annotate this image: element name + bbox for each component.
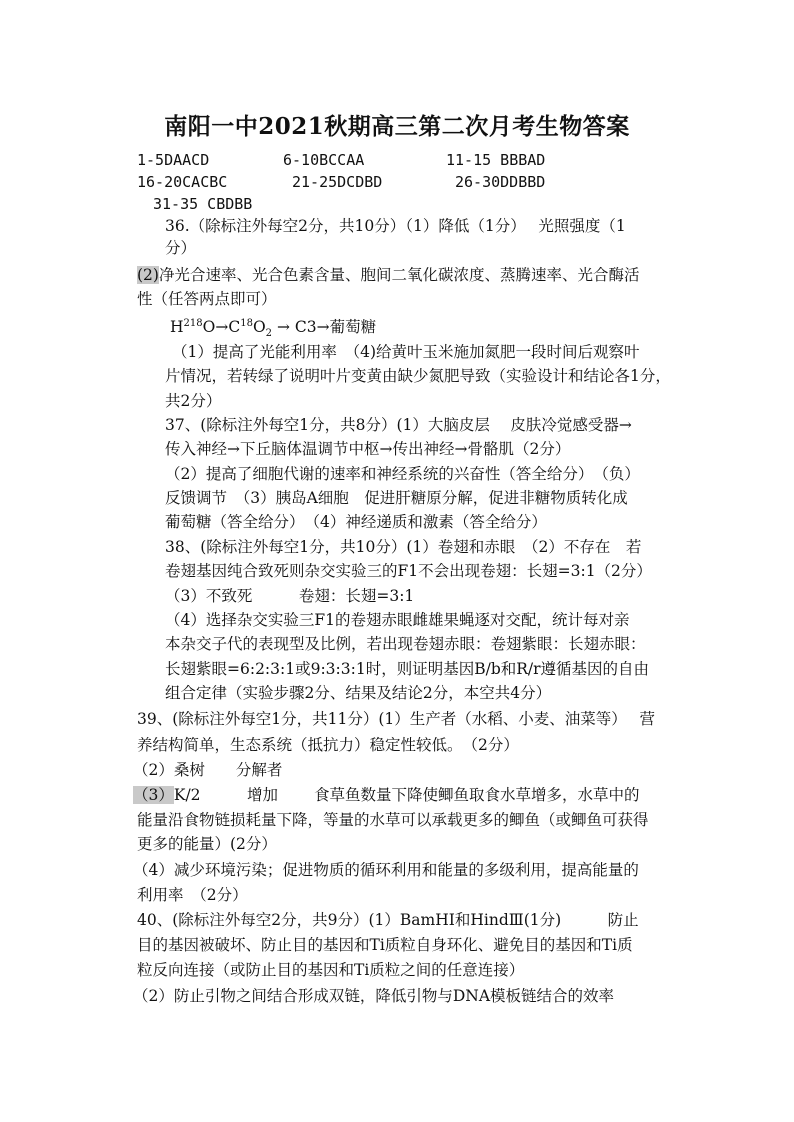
q38-line: 组合定律（实验步骤2分、结果及结论2分，本空共4分） — [165, 684, 552, 702]
q37-line: 反馈调节 （3）胰岛A细胞 促进肝糖原分解，促进非糖物质转化成 — [165, 489, 628, 507]
highlighted-marker: （3） — [133, 786, 174, 804]
q40-line: 粒反向连接（或防止目的基因和Ti质粒之间的任意连接） — [137, 961, 525, 979]
q40-line: （2）防止引物之间结合形成双链，降低引物与DNA模板链结合的效率 — [133, 987, 615, 1005]
q36-line: 共2分） — [165, 392, 222, 410]
q38-line: 卷翅基因纯合致死则杂交实验三的F1不会出现卷翅：长翅=3:1（2分） — [165, 562, 652, 580]
choice-answer-26-30: 26-30DDBBD — [455, 173, 546, 191]
q39-line: 能量沿食物链损耗量下降，等量的水草可以承载更多的鲫鱼（或鲫鱼可获得 — [137, 811, 649, 829]
q39-line — [133, 785, 639, 805]
choice-answer-31-35: 31-35 CBDBB — [153, 195, 253, 213]
q36-text: 净光合速率、光合色素含量、胞间二氧化碳浓度、蒸腾速率、光合酶活 — [158, 266, 640, 284]
q38-line: （4）选择杂交实验三F1的卷翅赤眼雌雄果蝇逐对交配，统计每对亲 — [165, 611, 630, 629]
q36-line: 36.（除标注外每空2分，共10分）（1）降低（1分） 光照强度（1 — [165, 217, 626, 235]
choice-answer-21-25: 21-25DCDBD — [292, 173, 383, 191]
q36-line: 分） — [165, 239, 197, 257]
q36-line: 性（任答两点即可） — [137, 290, 277, 308]
q40-line: 目的基因被破坏、防止目的基因和Ti质粒自身环化、避免目的基因和Ti质 — [137, 936, 633, 954]
q37-line: 葡萄糖（答全给分） （4）神经递质和激素（答全给分） — [165, 513, 547, 531]
q39-line: 养结构简单，生态系统（抵抗力）稳定性较低。 （2分） — [137, 736, 519, 754]
q39-line: （4）减少环境污染；促进物质的循环利用和能量的多级利用，提高能量的 — [133, 861, 639, 879]
q36-line — [137, 265, 639, 285]
page-title: 南阳一中2021秋期高三第二次月考生物答案 — [164, 113, 630, 140]
q36-line: 片情况，若转绿了说明叶片变黄由缺少氮肥导致（实验设计和结论各1分， — [165, 367, 671, 385]
q38-line: 38、(除标注外每空1分，共10分）(1）卷翅和赤眼 （2）不存在 若 — [165, 538, 642, 556]
choice-answer-1-5: 1-5DAACD — [137, 151, 210, 169]
q39-text: K/2 增加 食草鱼数量下降使鲫鱼取食水草增多，水草中的 — [173, 786, 640, 804]
q36-formula: $H^{218}O\to C^{18}O_2 \to C3\to$葡萄糖 — [170, 317, 377, 340]
q38-line: 长翅紫眼=6:2:3:1或9:3:3:1时，则证明基因B/b和R/r遵循基因的自由 — [165, 660, 650, 678]
choice-answer-11-15: 11-15 BBBAD — [446, 151, 546, 169]
highlighted-marker: (2) — [137, 266, 159, 284]
choice-answer-16-20: 16-20CACBC — [137, 173, 228, 191]
q37-line: 37、(除标注外每空1分，共8分）(1）大脑皮层 皮肤冷觉感受器→ — [165, 416, 632, 434]
q37-line: 传入神经→下丘脑体温调节中枢→传出神经→骨骼肌（2分） — [165, 440, 571, 458]
q39-line: 更多的能量）(2分） — [137, 835, 277, 853]
q39-line: （2）桑树 分解者 — [133, 761, 283, 779]
q39-line: 利用率 （2分） — [137, 886, 248, 904]
choice-answer-6-10: 6-10BCCAA — [283, 151, 365, 169]
q40-line: 40、(除标注外每空2分，共9分）(1）BamHⅠ和HindⅢ(1分) 防止 — [137, 911, 639, 929]
q36-line: （1）提高了光能利用率 （4)给黄叶玉米施加氮肥一段时间后观察叶 — [172, 343, 640, 361]
q37-line: （2）提高了细胞代谢的速率和神经系统的兴奋性（答全给分） （负） — [165, 465, 640, 483]
q39-line: 39、(除标注外每空1分，共11分）(1）生产者（水稻、小麦、油菜等） 营 — [137, 710, 655, 728]
q38-line: （3）不致死 卷翅：长翅=3:1 — [165, 587, 415, 605]
q38-line: 本杂交子代的表现型及比例，若出现卷翅赤眼：卷翅紫眼：长翅赤眼： — [165, 635, 646, 653]
